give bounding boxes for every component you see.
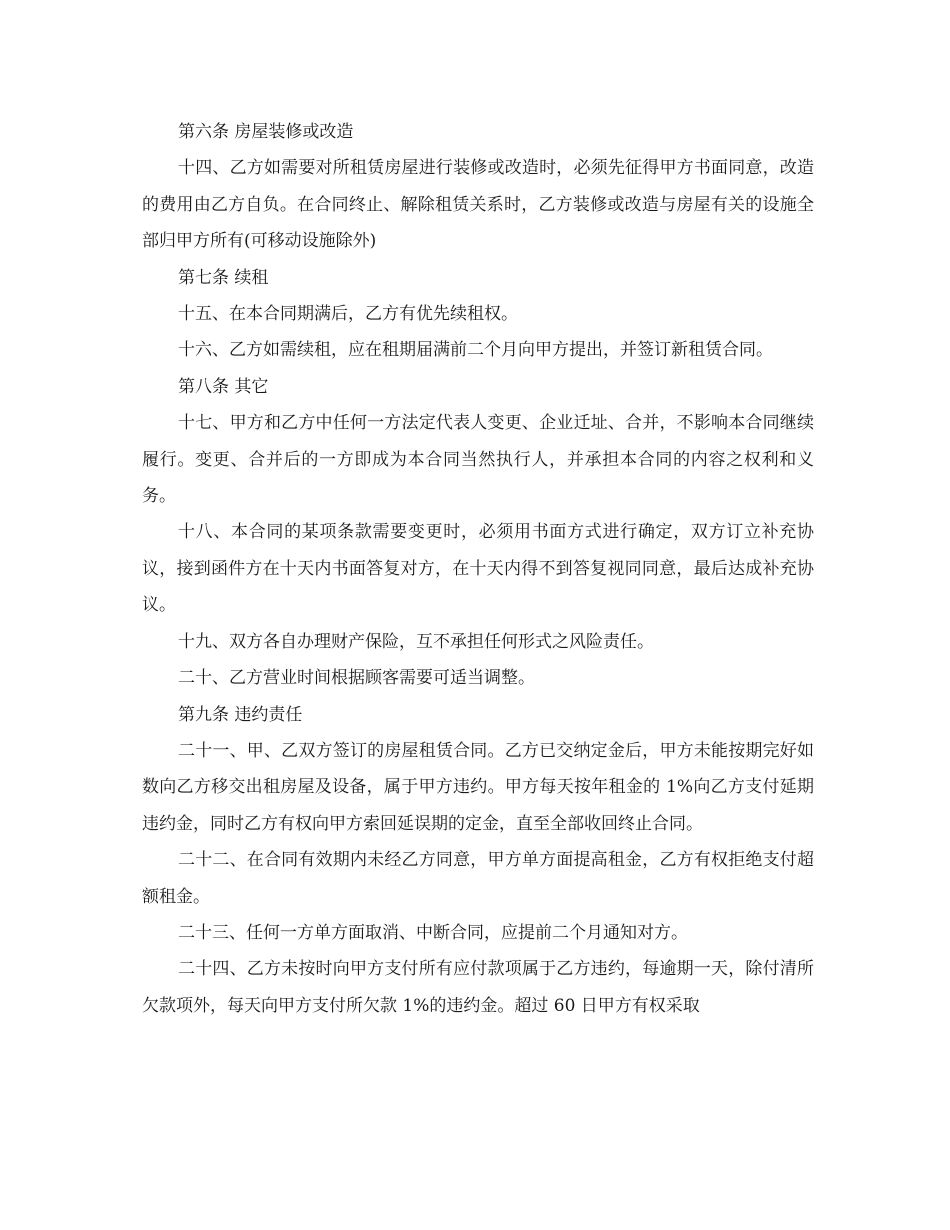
clause-14: 十四、乙方如需要对所租赁房屋进行装修或改造时，必须先征得甲方书面同意，改造的费用由乙方自负。在合同终止、解除租赁关系时，乙方装修或改造与房屋有关的设施全部归甲方所有(可移动设施除外) (142, 158, 814, 252)
clause-23: 二十三、任何一方单方面取消、中断合同，应提前二个月通知对方。 (178, 922, 688, 943)
clause-16: 十六、乙方如需续租，应在租期届满前二个月向甲方提出，并签订新租赁合同。 (178, 340, 773, 361)
clause-18: 十八、本合同的某项条款需要变更时，必须用书面方式进行确定，双方订立补充协议，接到函件方在十天内书面答复对方，在十天内得不到答复视同同意，最后达成补充协议。 (142, 522, 814, 616)
clause-21: 二十一、甲、乙双方签订的房屋租赁合同。乙方已交纳定金后，甲方未能按期完好如数向乙方移交出租房屋及设备，属于甲方违约。甲方每天按年租金的 1%向乙方支付延期违约金，同时乙方有权向甲方索回延误期的定金，直至全部收回终止合同。 (142, 740, 814, 834)
section-heading-6: 第六条 房屋装修或改造 (178, 122, 354, 142)
clause-22: 二十二、在合同有效期内未经乙方同意，甲方单方面提高租金，乙方有权拒绝支付超额租金。 (142, 850, 814, 907)
section-heading-8: 第八条 其它 (178, 376, 269, 397)
document-page (142, 114, 814, 1024)
clause-19: 十九、双方各自办理财产保险，互不承担任何形式之风险责任。 (178, 631, 654, 652)
clause-20: 二十、乙方营业时间根据顾客需要可适当调整。 (178, 668, 535, 689)
section-heading-7: 第七条 续租 (178, 267, 269, 288)
clause-24: 二十四、乙方未按时向甲方支付所有应付款项属于乙方违约，每逾期一天，除付清所欠款项外，每天向甲方支付所欠款 1%的违约金。超过 60 日甲方有权采取 (142, 959, 814, 1016)
section-heading-9: 第九条 违约责任 (178, 704, 303, 725)
clause-15: 十五、在本合同期满后，乙方有优先续租权。 (178, 304, 518, 325)
clause-17: 十七、甲方和乙方中任何一方法定代表人变更、企业迁址、合并，不影响本合同继续履行。变更、合并后的一方即成为本合同当然执行人，并承担本合同的内容之权利和义务。 (142, 413, 814, 507)
